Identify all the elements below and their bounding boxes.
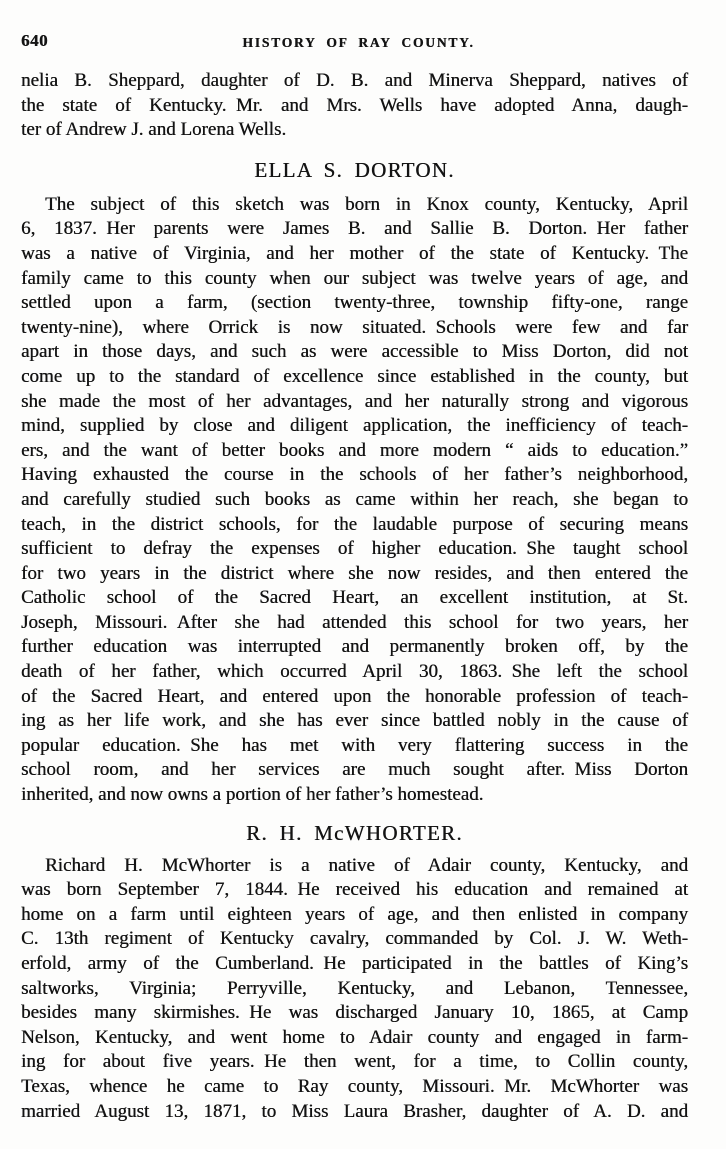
text-line: mind, supplied by close and diligent application, the inefficiency of teach- (21, 415, 688, 437)
text-line: ing as her life work, and she has ever since battled nobly in the cause of (21, 710, 688, 732)
text-line: The subject of this sketch was born in Knox county, Kentucky, April (45, 193, 688, 215)
text-line: and carefully studied such books as came within her reach, she began to (21, 488, 688, 510)
paragraph (21, 193, 688, 808)
text-line: ing for about five years. He then went, for a time, to Collin county, (21, 1051, 688, 1073)
text-line: the state of Kentucky. Mr. and Mrs. Wells have adopted Anna, daugh- (21, 94, 688, 116)
page-body (21, 69, 688, 1124)
running-title: HISTORY OF RAY COUNTY. (242, 35, 475, 50)
text-line: come up to the standard of excellence since established in the county, but (21, 365, 688, 387)
section-heading: ELLA S. DORTON. (254, 157, 455, 182)
text-line: Richard H. McWhorter is a native of Adair county, Kentucky, and (45, 854, 688, 876)
text-line: sufficient to defray the expenses of higher education. She taught school (21, 538, 688, 560)
text-line: Catholic school of the Sacred Heart, an excellent institution, at St. (21, 587, 688, 609)
text-line: was a native of Virginia, and her mother of the state of Kentucky. The (21, 242, 688, 264)
text-line: family came to this county when our subject was twelve years of age, and (21, 267, 688, 289)
text-line: apart in those days, and such as were accessible to Miss Dorton, did not (21, 341, 688, 363)
text-line: ter of Andrew J. and Lorena Wells. (21, 119, 287, 141)
text-line: home on a farm until eighteen years of age, and then enlisted in company (21, 903, 688, 925)
page-header (21, 31, 688, 51)
text-line: further education was interrupted and permanently broken off, by the (21, 636, 688, 658)
text-line: nelia B. Sheppard, daughter of D. B. and Minerva Sheppard, natives of (21, 70, 688, 91)
text-line: was born September 7, 1844. He received his education and remained at (21, 879, 688, 901)
text-line: C. 13th regiment of Kentucky cavalry, commanded by Col. J. W. Weth- (21, 928, 688, 950)
text-line: ers, and the want of better books and more modern “ aids to education.” (21, 439, 688, 461)
text-line: twenty-nine), where Orrick is now situated. Schools were few and far (21, 316, 688, 338)
text-line: saltworks, Virginia; Perryville, Kentucky, and Lebanon, Tennessee, (21, 977, 688, 999)
text-line: Having exhausted the course in the schools of her father’s neighborhood, (21, 464, 688, 486)
text-line: teach, in the district schools, for the laudable purpose of securing means (21, 513, 688, 535)
text-line: death of her father, which occurred April 30, 1863. She left the school (21, 661, 688, 683)
paragraph (21, 69, 688, 143)
text-line: school room, and her services are much sought after. Miss Dorton (21, 759, 688, 781)
text-line: Nelson, Kentucky, and went home to Adair county and engaged in farm- (21, 1026, 688, 1048)
text-line: besides many skirmishes. He was discharged January 10, 1865, at Camp (21, 1002, 688, 1024)
paragraph (21, 854, 688, 1125)
text-line: erfold, army of the Cumberland. He participated in the battles of King’s (21, 953, 688, 974)
text-line: settled upon a farm, (section twenty-three, township fifty-one, range (21, 292, 688, 314)
text-line: she made the most of her advantages, and her naturally strong and vigorous (21, 390, 688, 412)
section-heading: R. H. McWHORTER. (246, 820, 463, 845)
text-line: inherited, and now owns a portion of her father’s homestead. (21, 784, 484, 806)
text-line: Joseph, Missouri. After she had attended this school for two years, her (21, 611, 688, 633)
text-line: Texas, whence he came to Ray county, Missouri. Mr. McWhorter was (21, 1075, 688, 1097)
page-number: 640 (21, 31, 48, 50)
text-line: of the Sacred Heart, and entered upon the honorable profession of teach- (21, 685, 688, 707)
text-line: 6, 1837. Her parents were James B. and Sallie B. Dorton. Her father (21, 218, 688, 240)
text-line: married August 13, 1871, to Miss Laura Brasher, daughter of A. D. and (21, 1100, 688, 1122)
text-line: for two years in the district where she now resides, and then entered the (21, 562, 688, 584)
text-line: popular education. She has met with very flattering success in the (21, 734, 688, 756)
